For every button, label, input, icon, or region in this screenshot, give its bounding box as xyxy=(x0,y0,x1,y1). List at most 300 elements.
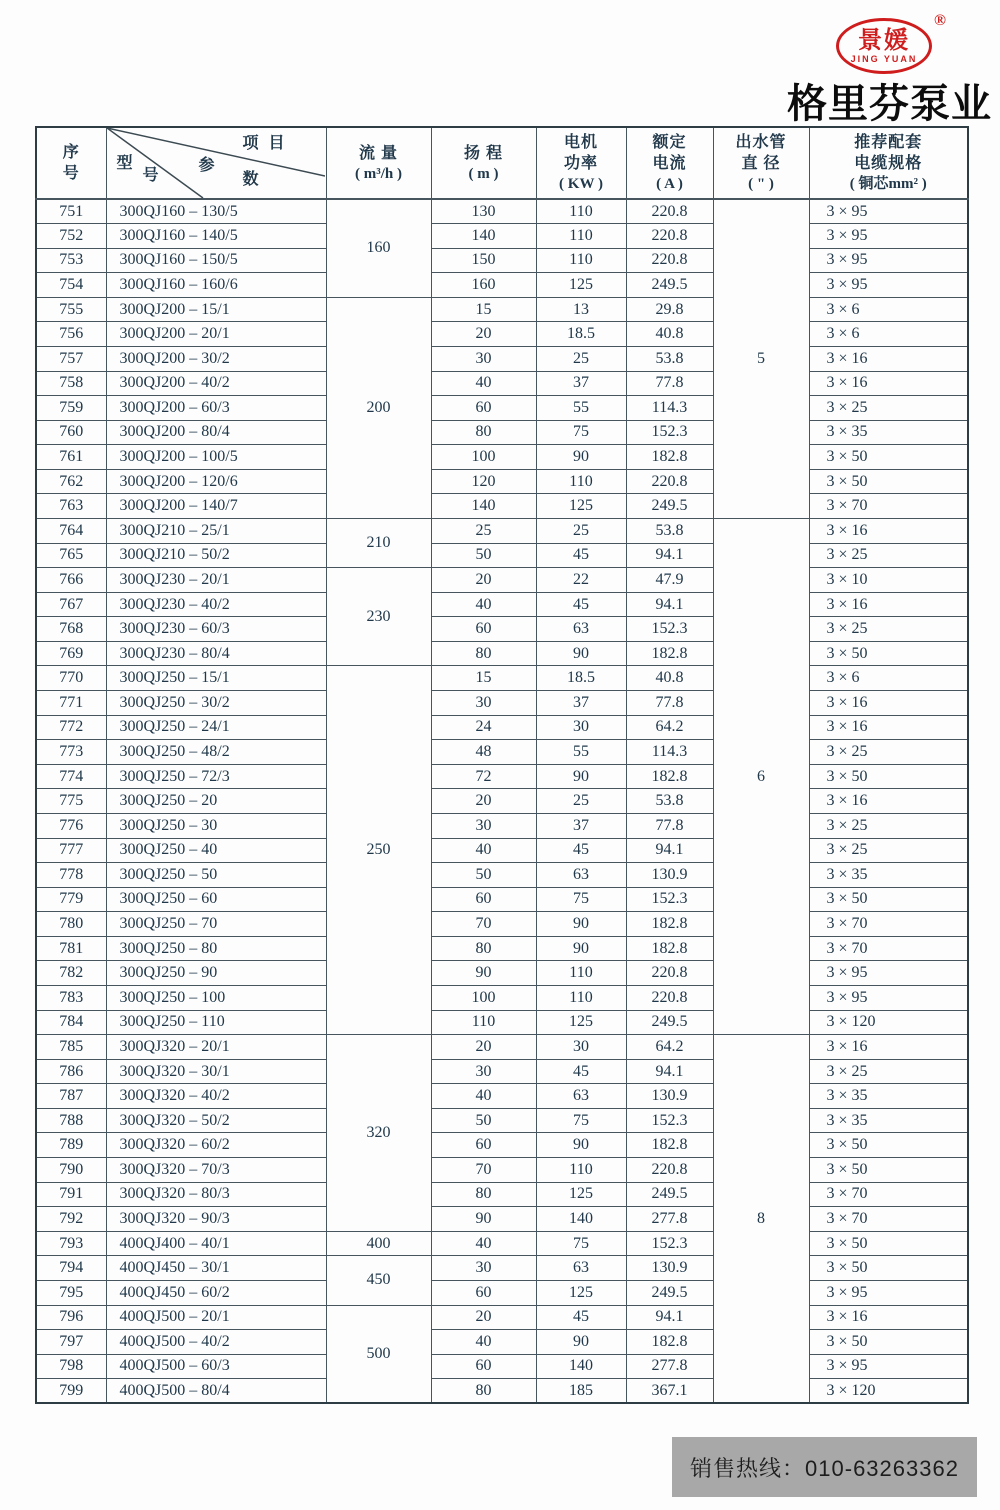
power-cell: 185 xyxy=(536,1379,626,1404)
jingyuan-logo-icon xyxy=(836,18,932,74)
power-cell: 110 xyxy=(536,961,626,986)
cable-cell: 3 × 35 xyxy=(809,1108,968,1133)
company-name: 格里芬泵业 xyxy=(787,82,992,126)
power-cell: 45 xyxy=(536,1305,626,1330)
current-cell: 77.8 xyxy=(626,691,713,716)
table-row xyxy=(36,641,968,666)
table-row xyxy=(36,469,968,494)
seq-cell: 782 xyxy=(36,961,106,986)
cable-cell: 3 × 50 xyxy=(809,1256,968,1281)
seq-cell: 757 xyxy=(36,346,106,371)
cable-cell: 3 × 50 xyxy=(809,764,968,789)
current-cell: 182.8 xyxy=(626,912,713,937)
model-cell: 400QJ500 – 60/3 xyxy=(106,1354,326,1379)
head-cell: 48 xyxy=(431,740,536,765)
head-cell: 140 xyxy=(431,224,536,249)
head-cell: 70 xyxy=(431,912,536,937)
head-cell: 80 xyxy=(431,1379,536,1404)
cable-cell: 3 × 50 xyxy=(809,1133,968,1158)
model-cell: 300QJ250 – 90 xyxy=(106,961,326,986)
seq-cell: 796 xyxy=(36,1305,106,1330)
head-cell: 72 xyxy=(431,764,536,789)
model-cell: 300QJ250 – 40 xyxy=(106,838,326,863)
model-cell: 300QJ230 – 80/4 xyxy=(106,641,326,666)
flow-span-cell: 320 xyxy=(326,1035,431,1232)
table-row xyxy=(36,273,968,298)
seq-cell: 769 xyxy=(36,641,106,666)
head-cell: 30 xyxy=(431,1256,536,1281)
head-cell: 100 xyxy=(431,445,536,470)
power-cell: 90 xyxy=(536,445,626,470)
col-header-flow: 流 量 ( m³/h ) xyxy=(326,127,431,199)
current-cell: 152.3 xyxy=(626,1231,713,1256)
table-row xyxy=(36,396,968,421)
head-cell: 160 xyxy=(431,273,536,298)
cable-cell: 3 × 50 xyxy=(809,641,968,666)
power-cell: 140 xyxy=(536,1207,626,1232)
head-cell: 40 xyxy=(431,371,536,396)
power-cell: 45 xyxy=(536,838,626,863)
head-cell: 20 xyxy=(431,322,536,347)
current-cell: 64.2 xyxy=(626,715,713,740)
power-cell: 90 xyxy=(536,1133,626,1158)
cable-cell: 3 × 16 xyxy=(809,346,968,371)
cable-cell: 3 × 95 xyxy=(809,248,968,273)
current-cell: 53.8 xyxy=(626,519,713,544)
power-cell: 90 xyxy=(536,936,626,961)
current-cell: 182.8 xyxy=(626,936,713,961)
power-cell: 37 xyxy=(536,371,626,396)
power-cell: 30 xyxy=(536,1035,626,1060)
table-row xyxy=(36,543,968,568)
power-cell: 55 xyxy=(536,740,626,765)
head-cell: 50 xyxy=(431,1108,536,1133)
head-cell: 140 xyxy=(431,494,536,519)
current-cell: 249.5 xyxy=(626,1010,713,1035)
seq-cell: 794 xyxy=(36,1256,106,1281)
head-cell: 20 xyxy=(431,789,536,814)
table-row xyxy=(36,1231,968,1256)
current-cell: 64.2 xyxy=(626,1035,713,1060)
model-cell: 300QJ250 – 60 xyxy=(106,887,326,912)
col-header-outlet: 出水管 直 径 ( " ) xyxy=(713,127,809,199)
col-header-cable: 推荐配套 电缆规格 ( 铜芯mm² ) xyxy=(809,127,968,199)
head-cell: 120 xyxy=(431,469,536,494)
table-row xyxy=(36,961,968,986)
head-cell: 30 xyxy=(431,691,536,716)
head-cell: 20 xyxy=(431,1035,536,1060)
power-cell: 63 xyxy=(536,863,626,888)
table-row xyxy=(36,789,968,814)
seq-cell: 762 xyxy=(36,469,106,494)
head-cell: 25 xyxy=(431,519,536,544)
cable-cell: 3 × 95 xyxy=(809,961,968,986)
cable-cell: 3 × 16 xyxy=(809,789,968,814)
cable-cell: 3 × 25 xyxy=(809,813,968,838)
cable-cell: 3 × 16 xyxy=(809,1305,968,1330)
head-cell: 24 xyxy=(431,715,536,740)
table-row xyxy=(36,1059,968,1084)
current-cell: 130.9 xyxy=(626,863,713,888)
head-cell: 60 xyxy=(431,1133,536,1158)
current-cell: 53.8 xyxy=(626,346,713,371)
current-cell: 94.1 xyxy=(626,838,713,863)
model-cell: 300QJ210 – 50/2 xyxy=(106,543,326,568)
flow-span-cell: 230 xyxy=(326,568,431,666)
flow-span-cell: 160 xyxy=(326,199,431,297)
pump-table-body xyxy=(36,199,968,1403)
table-row xyxy=(36,224,968,249)
table-row xyxy=(36,371,968,396)
power-cell: 63 xyxy=(536,1084,626,1109)
current-cell: 114.3 xyxy=(626,396,713,421)
power-cell: 110 xyxy=(536,248,626,273)
seq-cell: 791 xyxy=(36,1182,106,1207)
model-cell: 300QJ160 – 160/6 xyxy=(106,273,326,298)
power-cell: 37 xyxy=(536,691,626,716)
cable-cell: 3 × 70 xyxy=(809,1182,968,1207)
power-cell: 125 xyxy=(536,494,626,519)
model-cell: 300QJ250 – 80 xyxy=(106,936,326,961)
model-cell: 300QJ320 – 40/2 xyxy=(106,1084,326,1109)
power-cell: 140 xyxy=(536,1354,626,1379)
current-cell: 40.8 xyxy=(626,322,713,347)
model-cell: 300QJ250 – 24/1 xyxy=(106,715,326,740)
power-cell: 13 xyxy=(536,297,626,322)
model-cell: 300QJ320 – 60/2 xyxy=(106,1133,326,1158)
head-cell: 50 xyxy=(431,863,536,888)
seq-cell: 795 xyxy=(36,1280,106,1305)
model-cell: 300QJ320 – 90/3 xyxy=(106,1207,326,1232)
seq-cell: 787 xyxy=(36,1084,106,1109)
current-cell: 29.8 xyxy=(626,297,713,322)
flow-span-cell: 500 xyxy=(326,1305,431,1403)
table-row xyxy=(36,494,968,519)
logo-chinese-text: 景媛 xyxy=(858,27,910,54)
outlet-span-cell: 8 xyxy=(713,1035,809,1404)
seq-cell: 775 xyxy=(36,789,106,814)
cable-cell: 3 × 50 xyxy=(809,445,968,470)
seq-cell: 761 xyxy=(36,445,106,470)
table-row xyxy=(36,346,968,371)
cable-cell: 3 × 95 xyxy=(809,1354,968,1379)
seq-cell: 770 xyxy=(36,666,106,691)
current-cell: 152.3 xyxy=(626,887,713,912)
head-cell: 60 xyxy=(431,617,536,642)
power-cell: 110 xyxy=(536,224,626,249)
seq-cell: 793 xyxy=(36,1231,106,1256)
power-cell: 90 xyxy=(536,1330,626,1355)
model-cell: 300QJ200 – 60/3 xyxy=(106,396,326,421)
seq-cell: 768 xyxy=(36,617,106,642)
head-cell: 60 xyxy=(431,1280,536,1305)
cable-cell: 3 × 25 xyxy=(809,396,968,421)
table-row xyxy=(36,1330,968,1355)
current-cell: 182.8 xyxy=(626,1330,713,1355)
cable-cell: 3 × 95 xyxy=(809,199,968,224)
seq-cell: 799 xyxy=(36,1379,106,1404)
head-cell: 60 xyxy=(431,1354,536,1379)
cable-cell: 3 × 50 xyxy=(809,1231,968,1256)
table-row xyxy=(36,986,968,1011)
head-cell: 40 xyxy=(431,1330,536,1355)
head-cell: 40 xyxy=(431,1231,536,1256)
head-cell: 90 xyxy=(431,961,536,986)
current-cell: 249.5 xyxy=(626,273,713,298)
table-row xyxy=(36,1010,968,1035)
head-cell: 130 xyxy=(431,199,536,224)
seq-cell: 776 xyxy=(36,813,106,838)
model-cell: 300QJ250 – 72/3 xyxy=(106,764,326,789)
cable-cell: 3 × 16 xyxy=(809,691,968,716)
power-cell: 25 xyxy=(536,519,626,544)
table-row xyxy=(36,1182,968,1207)
seq-cell: 756 xyxy=(36,322,106,347)
table-row xyxy=(36,1133,968,1158)
head-cell: 15 xyxy=(431,666,536,691)
current-cell: 249.5 xyxy=(626,494,713,519)
head-cell: 150 xyxy=(431,248,536,273)
cable-cell: 3 × 95 xyxy=(809,986,968,1011)
power-cell: 25 xyxy=(536,789,626,814)
power-cell: 110 xyxy=(536,1158,626,1183)
cable-cell: 3 × 95 xyxy=(809,224,968,249)
head-cell: 40 xyxy=(431,838,536,863)
table-row xyxy=(36,297,968,322)
seq-cell: 753 xyxy=(36,248,106,273)
head-cell: 40 xyxy=(431,592,536,617)
seq-cell: 755 xyxy=(36,297,106,322)
head-cell: 80 xyxy=(431,1182,536,1207)
model-cell: 400QJ500 – 80/4 xyxy=(106,1379,326,1404)
model-cell: 300QJ210 – 25/1 xyxy=(106,519,326,544)
model-cell: 300QJ230 – 20/1 xyxy=(106,568,326,593)
corner-label-project: 项目 xyxy=(242,135,295,152)
cable-cell: 3 × 16 xyxy=(809,715,968,740)
table-row xyxy=(36,1379,968,1404)
col-header-power: 电机 功率 ( KW ) xyxy=(536,127,626,199)
model-cell: 300QJ230 – 40/2 xyxy=(106,592,326,617)
current-cell: 220.8 xyxy=(626,469,713,494)
model-cell: 300QJ160 – 140/5 xyxy=(106,224,326,249)
cable-cell: 3 × 120 xyxy=(809,1379,968,1404)
seq-cell: 760 xyxy=(36,420,106,445)
seq-cell: 792 xyxy=(36,1207,106,1232)
head-cell: 20 xyxy=(431,1305,536,1330)
current-cell: 220.8 xyxy=(626,986,713,1011)
table-row xyxy=(36,1108,968,1133)
power-cell: 45 xyxy=(536,592,626,617)
current-cell: 77.8 xyxy=(626,371,713,396)
cable-cell: 3 × 95 xyxy=(809,273,968,298)
seq-cell: 778 xyxy=(36,863,106,888)
table-row xyxy=(36,887,968,912)
table-row xyxy=(36,617,968,642)
table-row xyxy=(36,1207,968,1232)
head-cell: 70 xyxy=(431,1158,536,1183)
current-cell: 152.3 xyxy=(626,1108,713,1133)
cable-cell: 3 × 6 xyxy=(809,666,968,691)
head-cell: 80 xyxy=(431,641,536,666)
model-cell: 300QJ250 – 100 xyxy=(106,986,326,1011)
power-cell: 37 xyxy=(536,813,626,838)
table-row xyxy=(36,1084,968,1109)
model-cell: 300QJ250 – 110 xyxy=(106,1010,326,1035)
seq-cell: 785 xyxy=(36,1035,106,1060)
current-cell: 114.3 xyxy=(626,740,713,765)
table-row xyxy=(36,764,968,789)
seq-cell: 798 xyxy=(36,1354,106,1379)
model-cell: 300QJ250 – 50 xyxy=(106,863,326,888)
head-cell: 15 xyxy=(431,297,536,322)
current-cell: 94.1 xyxy=(626,1059,713,1084)
table-row xyxy=(36,1354,968,1379)
sales-hotline-text: 销售热线：010-63263362 xyxy=(690,1455,959,1481)
cable-cell: 3 × 120 xyxy=(809,1010,968,1035)
head-cell: 80 xyxy=(431,936,536,961)
power-cell: 45 xyxy=(536,543,626,568)
col-header-seq: 序 号 xyxy=(36,127,106,199)
current-cell: 94.1 xyxy=(626,592,713,617)
corner-label-model: 号 xyxy=(142,167,159,184)
cable-cell: 3 × 25 xyxy=(809,1059,968,1084)
model-cell: 300QJ160 – 150/5 xyxy=(106,248,326,273)
corner-label-param: 参 xyxy=(198,157,215,174)
header-row xyxy=(36,127,968,199)
model-cell: 300QJ250 – 20 xyxy=(106,789,326,814)
table-row xyxy=(36,199,968,224)
table-row xyxy=(36,1305,968,1330)
sales-hotline-bar xyxy=(672,1437,977,1497)
model-cell: 300QJ250 – 70 xyxy=(106,912,326,937)
cable-cell: 3 × 70 xyxy=(809,1207,968,1232)
cable-cell: 3 × 25 xyxy=(809,838,968,863)
table-row xyxy=(36,1280,968,1305)
head-cell: 30 xyxy=(431,346,536,371)
power-cell: 90 xyxy=(536,912,626,937)
cable-cell: 3 × 6 xyxy=(809,322,968,347)
model-cell: 300QJ320 – 80/3 xyxy=(106,1182,326,1207)
seq-cell: 764 xyxy=(36,519,106,544)
cable-cell: 3 × 6 xyxy=(809,297,968,322)
table-row xyxy=(36,813,968,838)
current-cell: 220.8 xyxy=(626,248,713,273)
model-cell: 300QJ320 – 20/1 xyxy=(106,1035,326,1060)
cable-cell: 3 × 25 xyxy=(809,617,968,642)
cable-cell: 3 × 70 xyxy=(809,912,968,937)
table-row xyxy=(36,420,968,445)
table-row xyxy=(36,519,968,544)
table-row xyxy=(36,936,968,961)
model-cell: 300QJ250 – 15/1 xyxy=(106,666,326,691)
current-cell: 182.8 xyxy=(626,1133,713,1158)
power-cell: 125 xyxy=(536,1280,626,1305)
current-cell: 249.5 xyxy=(626,1182,713,1207)
flow-span-cell: 200 xyxy=(326,297,431,518)
model-cell: 300QJ250 – 30/2 xyxy=(106,691,326,716)
current-cell: 367.1 xyxy=(626,1379,713,1404)
head-cell: 60 xyxy=(431,396,536,421)
table-row xyxy=(36,740,968,765)
power-cell: 125 xyxy=(536,1010,626,1035)
cable-cell: 3 × 16 xyxy=(809,519,968,544)
logo-english-text: JING YUAN xyxy=(850,53,918,64)
cable-cell: 3 × 10 xyxy=(809,568,968,593)
head-cell: 100 xyxy=(431,986,536,1011)
corner-label-model: 型 xyxy=(116,155,133,172)
col-header-head: 扬 程 ( m ) xyxy=(431,127,536,199)
seq-cell: 779 xyxy=(36,887,106,912)
table-row xyxy=(36,691,968,716)
model-cell: 300QJ200 – 80/4 xyxy=(106,420,326,445)
seq-cell: 759 xyxy=(36,396,106,421)
seq-cell: 767 xyxy=(36,592,106,617)
current-cell: 77.8 xyxy=(626,813,713,838)
table-row xyxy=(36,445,968,470)
table-row xyxy=(36,568,968,593)
table-row xyxy=(36,838,968,863)
current-cell: 53.8 xyxy=(626,789,713,814)
seq-cell: 752 xyxy=(36,224,106,249)
power-cell: 110 xyxy=(536,986,626,1011)
current-cell: 220.8 xyxy=(626,961,713,986)
power-cell: 25 xyxy=(536,346,626,371)
cable-cell: 3 × 70 xyxy=(809,936,968,961)
seq-cell: 781 xyxy=(36,936,106,961)
model-cell: 400QJ500 – 20/1 xyxy=(106,1305,326,1330)
current-cell: 182.8 xyxy=(626,445,713,470)
cable-cell: 3 × 16 xyxy=(809,371,968,396)
seq-cell: 763 xyxy=(36,494,106,519)
power-cell: 55 xyxy=(536,396,626,421)
head-cell: 60 xyxy=(431,887,536,912)
head-cell: 110 xyxy=(431,1010,536,1035)
model-cell: 300QJ230 – 60/3 xyxy=(106,617,326,642)
cable-cell: 3 × 70 xyxy=(809,494,968,519)
current-cell: 182.8 xyxy=(626,641,713,666)
cable-cell: 3 × 50 xyxy=(809,1158,968,1183)
power-cell: 18.5 xyxy=(536,666,626,691)
seq-cell: 786 xyxy=(36,1059,106,1084)
model-cell: 300QJ320 – 70/3 xyxy=(106,1158,326,1183)
model-cell: 300QJ250 – 30 xyxy=(106,813,326,838)
head-cell: 80 xyxy=(431,420,536,445)
table-row xyxy=(36,1158,968,1183)
current-cell: 277.8 xyxy=(626,1354,713,1379)
cable-cell: 3 × 25 xyxy=(809,740,968,765)
model-cell: 300QJ250 – 48/2 xyxy=(106,740,326,765)
cable-cell: 3 × 16 xyxy=(809,1035,968,1060)
power-cell: 75 xyxy=(536,1108,626,1133)
model-cell: 300QJ200 – 15/1 xyxy=(106,297,326,322)
model-cell: 300QJ200 – 30/2 xyxy=(106,346,326,371)
model-cell: 300QJ200 – 100/5 xyxy=(106,445,326,470)
seq-cell: 758 xyxy=(36,371,106,396)
power-cell: 18.5 xyxy=(536,322,626,347)
power-cell: 75 xyxy=(536,420,626,445)
table-row xyxy=(36,1035,968,1060)
power-cell: 45 xyxy=(536,1059,626,1084)
head-cell: 90 xyxy=(431,1207,536,1232)
model-cell: 300QJ200 – 40/2 xyxy=(106,371,326,396)
flow-span-cell: 250 xyxy=(326,666,431,1035)
current-cell: 182.8 xyxy=(626,764,713,789)
model-cell: 400QJ450 – 60/2 xyxy=(106,1280,326,1305)
current-cell: 152.3 xyxy=(626,420,713,445)
seq-cell: 797 xyxy=(36,1330,106,1355)
power-cell: 63 xyxy=(536,617,626,642)
flow-span-cell: 450 xyxy=(326,1256,431,1305)
